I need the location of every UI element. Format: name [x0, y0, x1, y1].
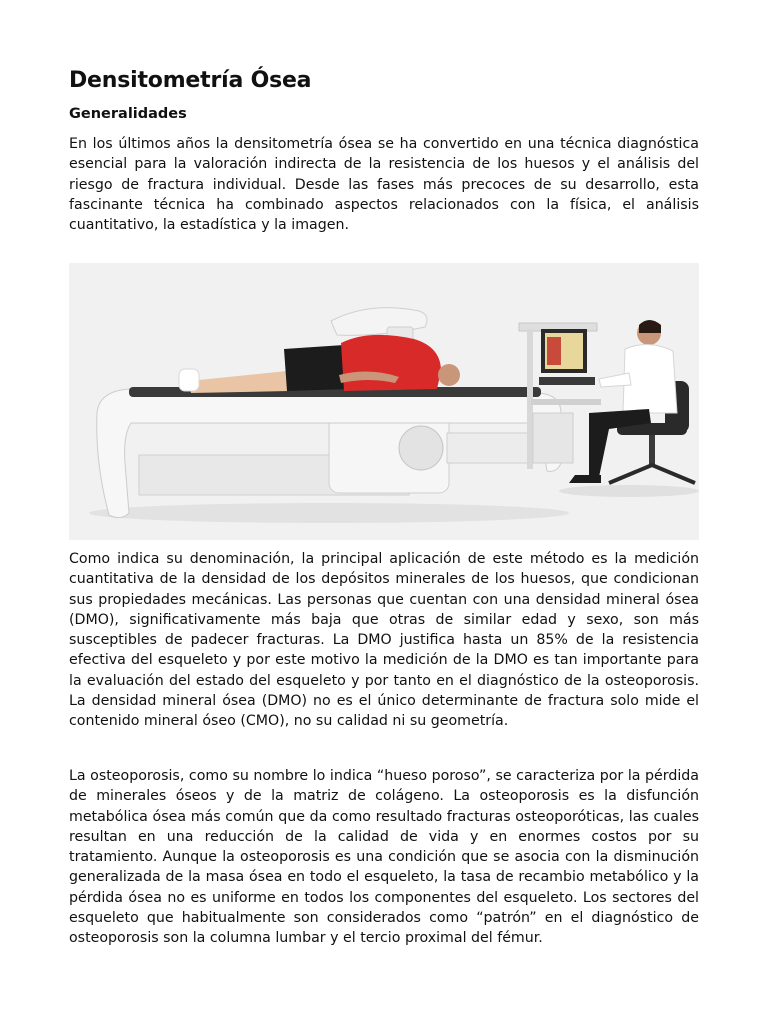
section-heading: Generalidades	[69, 106, 187, 122]
page-title: Densitometría Ósea	[69, 68, 312, 93]
intro-paragraph: En los últimos años la densitometría ósea se ha convertido en una técnica diagnóstica esencial para la valoración indirecta de la resistencia de los huesos y el análisis del riesgo de fractura individual. Desde las fases más precoces de su desarrollo, esta fascinante técnica ha combinado aspectos relacionados con la física, el análisis cuantitativo, la estadística y la imagen.	[69, 136, 699, 234]
body-paragraph-2: La osteoporosis, como su nombre lo indica “hueso poroso”, se caracteriza por la pérdida de minerales óseos y de la matriz de colágeno. La osteoporosis es la disfunción metabólica ósea más común que da como resultado fracturas osteoporóticas, las cuales resultan en una reducción de la calidad de vida y en enormes costos por su tratamiento. Aunque la osteoporosis es una condición que se asocia con la disminución generalizada de la masa ósea en todo el esqueleto, la tasa de recambio metabólico y la pérdida ósea no es uniforme en todos los componentes del esqueleto. Los sectores del esqueleto que habitualmente son considerados como “patrón” en el diagnóstico de osteoporosis son la columna lumbar y el tercio proximal del fémur.	[69, 768, 699, 947]
body-paragraph-1: Como indica su denominación, la principal aplicación de este método es la medición cuantitativa de la densidad de los depósitos minerales de los huesos, que condicionan sus propiedades mecánicas. Las personas que cuentan con una densidad mineral ósea (DMO), significativamente más baja que otras de similar edad y sexo, son más susceptibles de padecer fracturas. La DMO justifica hasta un 85% de la resistencia efectiva del esqueleto y por este motivo la medición de la DMO es tan importante para la evaluación del estado del esqueleto y por tanto en el diagnóstico de la osteoporosis. La densidad mineral ósea (DMO) no es el único determinante de fractura solo mide el contenido mineral óseo (CMO), no su calidad ni su geometría.	[69, 551, 699, 730]
densitometer-photo-icon	[69, 263, 699, 540]
densitometry-photo	[69, 263, 699, 540]
